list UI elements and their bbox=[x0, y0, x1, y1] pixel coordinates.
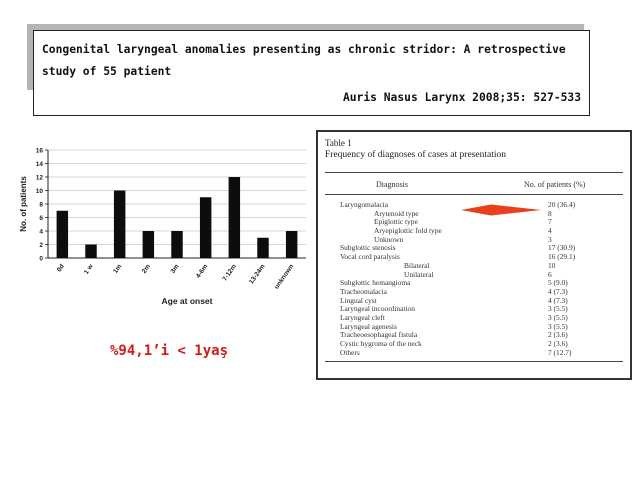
table-cell-count: 3 bbox=[548, 234, 552, 244]
table-cell-count: 17 (30.9) bbox=[548, 243, 576, 253]
table-cell-count: 6 bbox=[548, 269, 552, 279]
table-cell-diagnosis: Laryngeal incoordination bbox=[340, 304, 415, 314]
table-cell-count: 20 (36.4) bbox=[548, 200, 576, 209]
citation: Auris Nasus Larynx 2008;35: 527-533 bbox=[342, 91, 581, 104]
table-cell-diagnosis: Tracheomalacia bbox=[340, 286, 387, 296]
table-cell-count: 7 (12.7) bbox=[548, 347, 572, 357]
table-cell-count: 8 bbox=[548, 208, 552, 218]
y-axis-label: No. of patients bbox=[19, 176, 28, 232]
diagnosis-table-panel bbox=[316, 130, 632, 380]
x-tick-label: 7-12m bbox=[221, 263, 238, 283]
table-row bbox=[318, 340, 630, 349]
table-cell-count: 4 (7.3) bbox=[548, 286, 568, 296]
y-tick-label: 14 bbox=[35, 161, 43, 168]
table-cell-diagnosis: Epiglottic type bbox=[374, 217, 418, 227]
bar bbox=[200, 197, 211, 258]
table-cell-count: 4 bbox=[548, 226, 552, 236]
age-at-onset-chart bbox=[10, 140, 310, 310]
table-rule-bottom bbox=[325, 361, 623, 362]
title-line-2: study of 55 patient bbox=[42, 65, 172, 78]
table-cell-diagnosis: Arytenoid type bbox=[374, 208, 419, 218]
bar bbox=[257, 238, 268, 258]
table-caption: Frequency of diagnoses of cases at presentation bbox=[325, 150, 506, 160]
table-cell-diagnosis: Subglottic stenosis bbox=[340, 243, 396, 253]
table-header-count: No. of patients (%) bbox=[524, 180, 586, 189]
table-cell-diagnosis: Laryngeal agenesis bbox=[340, 321, 397, 331]
title-box bbox=[33, 30, 590, 116]
x-tick-label: 2m bbox=[140, 263, 152, 275]
bar bbox=[114, 191, 125, 259]
y-tick-label: 8 bbox=[39, 201, 43, 209]
y-tick-label: 10 bbox=[35, 188, 43, 195]
bar bbox=[286, 231, 297, 258]
table-cell-diagnosis: Unilateral bbox=[404, 269, 434, 279]
table-cell-diagnosis: Laryngeal cleft bbox=[340, 312, 385, 322]
y-tick-label: 12 bbox=[35, 174, 43, 182]
x-axis-label: Age at onset bbox=[161, 296, 213, 306]
table-cell-diagnosis: Tracheoesophageal fistula bbox=[340, 330, 418, 340]
table-header-diagnosis: Diagnosis bbox=[376, 180, 408, 189]
table-cell-diagnosis: Others bbox=[340, 347, 360, 357]
bar bbox=[229, 177, 240, 258]
highlight-arrow-icon bbox=[461, 203, 541, 217]
table-cell-count: 3 (5.5) bbox=[548, 304, 568, 314]
table-cell-count: 2 (3.6) bbox=[548, 339, 568, 348]
table-cell-count: 3 (5.5) bbox=[548, 321, 568, 331]
x-tick-label: 1m bbox=[112, 263, 124, 275]
bar bbox=[57, 211, 68, 258]
table-number: Table 1 bbox=[325, 138, 352, 148]
bar bbox=[171, 231, 182, 258]
y-tick-label: 2 bbox=[39, 242, 43, 249]
table-cell-diagnosis: Laryngomalacia bbox=[340, 200, 389, 209]
table-row bbox=[318, 349, 630, 358]
table-cell-diagnosis: Vocal cord paralysis bbox=[340, 252, 400, 262]
table-row bbox=[318, 262, 630, 271]
table-cell-diagnosis: Unknown bbox=[374, 234, 404, 244]
table-cell-diagnosis: Subglottic hemangioma bbox=[340, 278, 411, 288]
table-row bbox=[318, 227, 630, 236]
bar bbox=[85, 245, 96, 259]
x-tick-label: 4-6m bbox=[194, 263, 210, 280]
bar bbox=[143, 231, 154, 258]
table-cell-count: 4 (7.3) bbox=[548, 295, 568, 305]
y-tick-label: 6 bbox=[39, 215, 43, 222]
table-cell-count: 5 (9.0) bbox=[548, 278, 568, 288]
percent-note: %94,1’i < 1yaş bbox=[110, 343, 229, 359]
table-cell-count: 16 (29.1) bbox=[548, 252, 576, 262]
y-tick-label: 16 bbox=[35, 147, 43, 155]
y-tick-label: 4 bbox=[39, 228, 43, 236]
table-cell-diagnosis: Lingual cyst bbox=[340, 295, 377, 305]
y-tick-label: 0 bbox=[39, 255, 43, 263]
table-rule-top bbox=[325, 172, 623, 173]
table-rows bbox=[318, 201, 630, 357]
x-tick-label: 3m bbox=[169, 263, 181, 275]
table-row bbox=[318, 253, 630, 262]
table-cell-count: 10 bbox=[548, 260, 556, 270]
x-tick-label: unknown bbox=[273, 263, 296, 291]
table-cell-diagnosis: Aryepiglottic fold type bbox=[374, 226, 442, 236]
table-cell-diagnosis: Cystic hygroma of the neck bbox=[340, 339, 422, 348]
x-tick-label: 1 w bbox=[82, 263, 95, 276]
table-cell-count: 2 (3.6) bbox=[548, 330, 568, 340]
title-line-1: Congenital laryngeal anomalies presenting as chronic stridor: A retrospective bbox=[42, 43, 566, 56]
table-cell-count: 3 (5.5) bbox=[548, 312, 568, 322]
table-cell-count: 7 bbox=[548, 217, 552, 227]
table-cell-diagnosis: Bilateral bbox=[404, 260, 430, 270]
x-tick-label: 13-24m bbox=[248, 263, 267, 286]
x-tick-label: 0d bbox=[55, 263, 66, 274]
table-row bbox=[318, 218, 630, 227]
table-rule-header bbox=[325, 194, 623, 195]
